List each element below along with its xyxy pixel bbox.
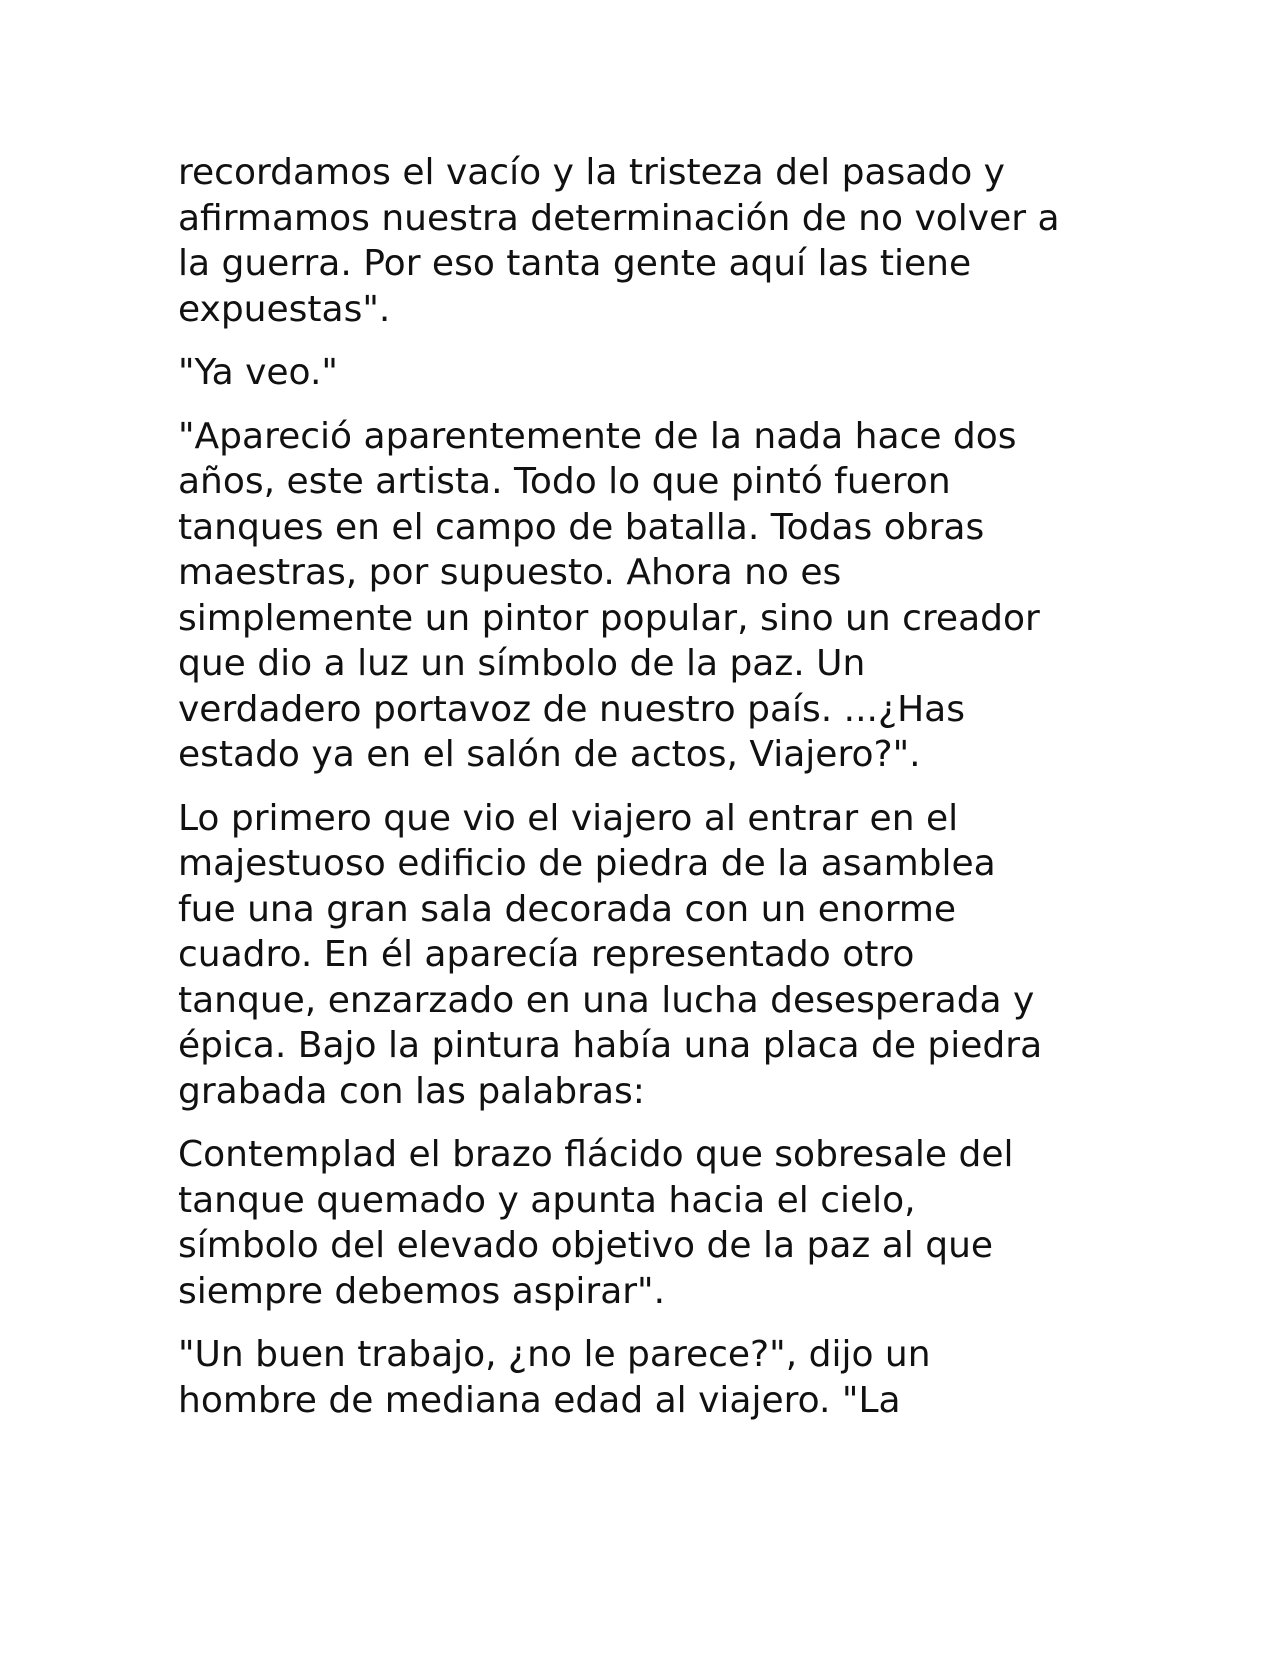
text-line: recordamos el vacío y la tristeza del pasado y bbox=[178, 152, 1005, 193]
text-line: la guerra. Por eso tanta gente aquí las tiene bbox=[178, 243, 972, 284]
text-line: fue una gran sala decorada con un enorme bbox=[178, 888, 957, 930]
paragraph-1 bbox=[178, 150, 1118, 332]
text-line: cuadro. En él aparecía representado otro bbox=[178, 934, 915, 975]
text-line: grabada con las palabras: bbox=[178, 1070, 645, 1112]
text-line: estado ya en el salón de actos, Viajero?". bbox=[178, 734, 921, 775]
text-line: hombre de mediana edad al viajero. "La bbox=[178, 1379, 901, 1421]
document-page bbox=[178, 150, 1118, 1441]
text-line: "Ya veo." bbox=[178, 352, 338, 393]
text-line: maestras, por supuesto. Ahora no es bbox=[178, 552, 842, 593]
paragraph-5 bbox=[178, 1132, 1118, 1314]
text-line: Contemplad el brazo flácido que sobresale del bbox=[178, 1134, 1014, 1175]
text-line: años, este artista. Todo lo que pintó fueron bbox=[178, 461, 951, 502]
text-line: tanque quemado y apunta hacia el cielo, bbox=[178, 1179, 916, 1221]
text-line: expuestas". bbox=[178, 288, 391, 330]
text-line: símbolo del elevado objetivo de la paz al que bbox=[178, 1225, 994, 1266]
text-line: siempre debemos aspirar". bbox=[178, 1270, 666, 1312]
paragraph-6 bbox=[178, 1332, 1118, 1423]
text-line: verdadero portavoz de nuestro país. ...¿Has bbox=[178, 688, 965, 730]
text-line: simplemente un pintor popular, sino un creador bbox=[178, 597, 1040, 639]
text-line: Lo primero que vio el viajero al entrar en el bbox=[178, 797, 959, 839]
paragraph-4 bbox=[178, 796, 1118, 1115]
text-line: tanque, enzarzado en una lucha desesperada y bbox=[178, 979, 1035, 1021]
text-line: "Apareció aparentemente de la nada hace dos bbox=[178, 415, 1017, 457]
text-line: que dio a luz un símbolo de la paz. Un bbox=[178, 643, 866, 684]
text-line: afirmamos nuestra determinación de no volver a bbox=[178, 197, 1060, 239]
paragraph-3 bbox=[178, 414, 1118, 778]
text-line: épica. Bajo la pintura había una placa de piedra bbox=[178, 1025, 1043, 1066]
text-line: tanques en el campo de batalla. Todas obras bbox=[178, 506, 985, 548]
text-line: "Un buen trabajo, ¿no le parece?", dijo un bbox=[178, 1334, 931, 1375]
text-line: majestuoso edificio de piedra de la asamblea bbox=[178, 843, 996, 884]
paragraph-2 bbox=[178, 350, 1118, 396]
